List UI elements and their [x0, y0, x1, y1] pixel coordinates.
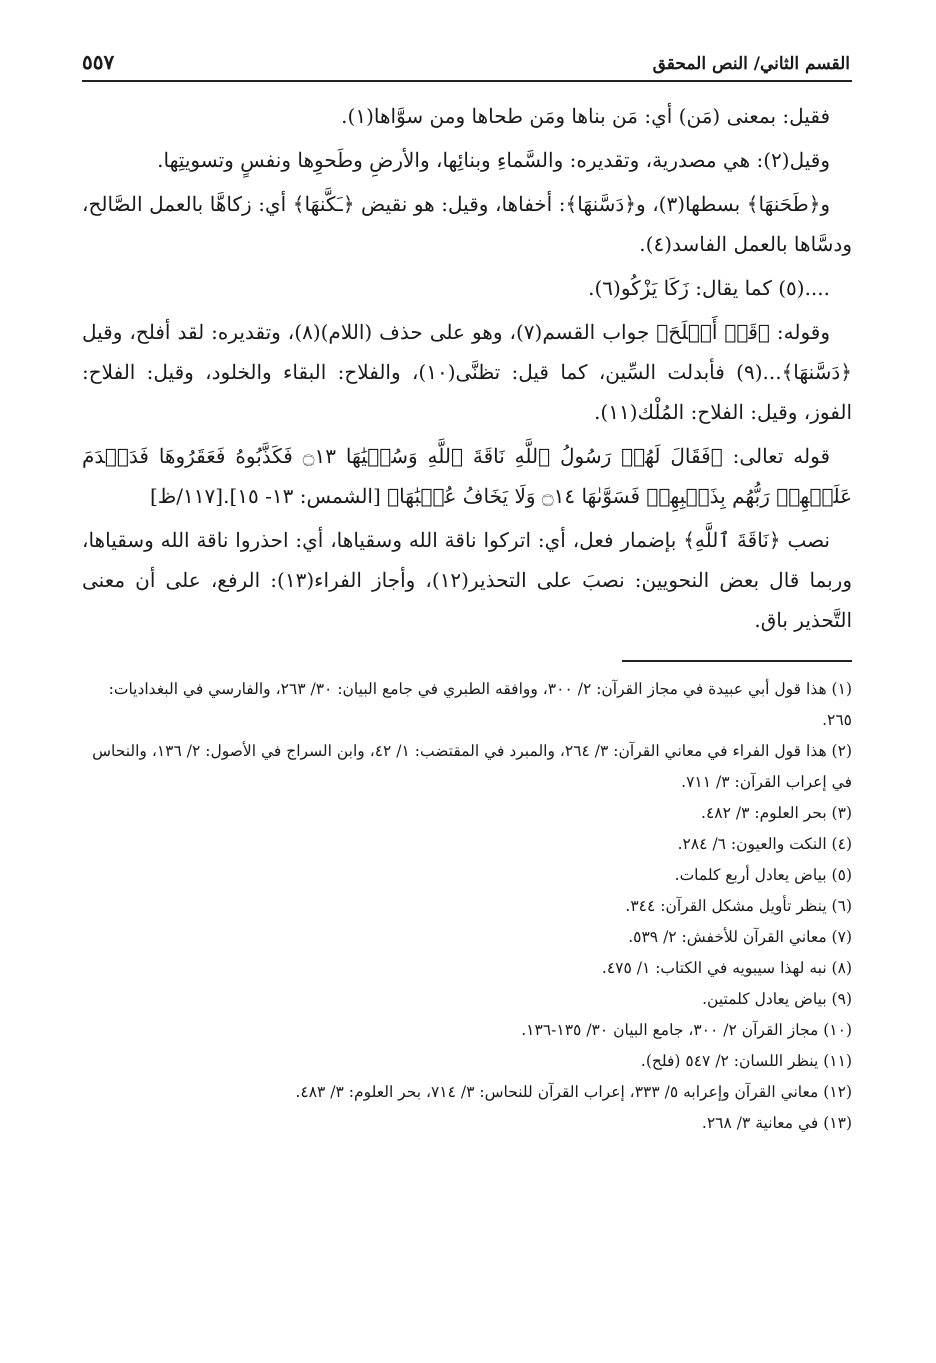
footnote: (٣) بحر العلوم: ٣/ ٤٨٢. — [701, 804, 852, 822]
paragraph: وقوله: ﴿قَدۡ أَفۡلَحَ﴾ جواب القسم(٧)، وهو على حذف (اللام)(٨)، وتقديره: لقد أفلح، وقيل ﴿دَسَّنهَا﴾...(٩) فأبدلت السِّين، كما قيل: تظنَّى(١٠)، والفلاح: البقاء والخلود، وقيل: الفلاح: الفوز، وقيل: الفلاح: المُلْك(١١). — [82, 320, 853, 424]
footnotes — [82, 674, 852, 1139]
footnote: (١٣) في معانية ٣/ ٢٦٨. — [701, 1114, 852, 1132]
footnote: (١) هذا قول أبي عبيدة في مجاز القرآن: ٢/ ٣٠٠، ووافقه الطبري في جامع البيان: ٣٠/ ٢٦٣، والفارسي في البغداديات: ٢٦٥. — [108, 680, 852, 729]
footnote: (٨) نبه لهذا سيبويه في الكتاب: ١/ ٤٧٥. — [601, 959, 852, 977]
book-page — [82, 40, 852, 1139]
paragraph: وقيل(٢): هي مصدرية، وتقديره: والسَّماءِ وبنائِها، والأرضِ وطَحوِها ونفسٍ وتسويتِها. — [157, 148, 830, 172]
footnote: (٥) بياض يعادل أربع كلمات. — [674, 866, 852, 884]
footnote: (٧) معاني القرآن للأخفش: ٢/ ٥٣٩. — [628, 928, 852, 946]
footnote: (٩) بياض يعادل كلمتين. — [702, 990, 852, 1008]
footnote: (١٢) معاني القرآن وإعرابه ٥/ ٣٣٣، إعراب القرآن للنحاس: ٣/ ٧١٤، بحر العلوم: ٣/ ٤٨٣. — [295, 1083, 852, 1101]
footnote: (٦) ينظر تأويل مشكل القرآن: ٣٤٤. — [625, 897, 852, 915]
footnote-divider — [622, 660, 852, 662]
footnote: (٤) النكت والعيون: ٦/ ٢٨٤. — [677, 835, 852, 853]
page-header — [82, 40, 852, 82]
page-number: ٥٥٧ — [82, 50, 115, 74]
footnote: (١١) ينظر اللسان: ٢/ ٥٤٧ (فلح). — [640, 1052, 852, 1070]
footnote: (٢) هذا قول الفراء في معاني القرآن: ٣/ ٢٦٤، والمبرد في المقتضب: ١/ ٤٢، وابن السراج في الأصول: ٢/ ١٣٦، والنحاس في إعراب القرآن: ٣/ ٧١١. — [92, 742, 852, 791]
paragraph: فقيل: بمعنى (مَن) أي: مَن بناها ومَن طحاها ومن سوَّاها(١). — [341, 104, 830, 128]
footnote: (١٠) مجاز القرآن ٢/ ٣٠٠، جامع البيان ٣٠/ ١٣٥-١٣٦. — [521, 1021, 852, 1039]
paragraph: قوله تعالى: ﴿فَقَالَ لَهُمۡ رَسُولُ ٱللَّهِ نَاقَةَ ٱللَّهِ وَسُقۡيَٰهَا ۝١٣ فَكَذَّبُوهُ فَعَقَرُوهَا فَدَمۡدَمَ عَلَيۡهِمۡ رَبُّهُم بِذَنۢبِهِمۡ فَسَوَّىٰهَا ۝١٤ وَلَا يَخَافُ عُقۡبَٰهَا﴾ [الشمس: ١٣- ١٥].[١١٧/ظ] — [82, 444, 852, 508]
paragraph: نصب ﴿نَاقَةَ ٱللَّهِ﴾ بإضمار فعل، أي: اتركوا ناقة الله وسقياها، أي: احذروا ناقة الله وسقياها، وربما قال بعض النحويين: نصبَ على التحذير(١٢)، وأجاز الفراء(١٣): الرفع، على أن معنى التَّحذير باق. — [82, 528, 852, 632]
paragraph: ....(٥) كما يقال: زَكَا يَزْكُو(٦). — [588, 276, 830, 300]
main-text — [82, 96, 852, 640]
running-title: القسم الثاني/ النص المحقق — [652, 54, 850, 74]
paragraph: و﴿طَحَنهَا﴾ بسطها(٣)، و﴿دَسَّنهَا﴾: أخفاها، وقيل: هو نقيض ﴿ـَكَّنهَا﴾ أي: زكاهَّا بالعمل الصَّالح، ودسَّاها بالعمل الفاسد(٤). — [82, 192, 852, 256]
